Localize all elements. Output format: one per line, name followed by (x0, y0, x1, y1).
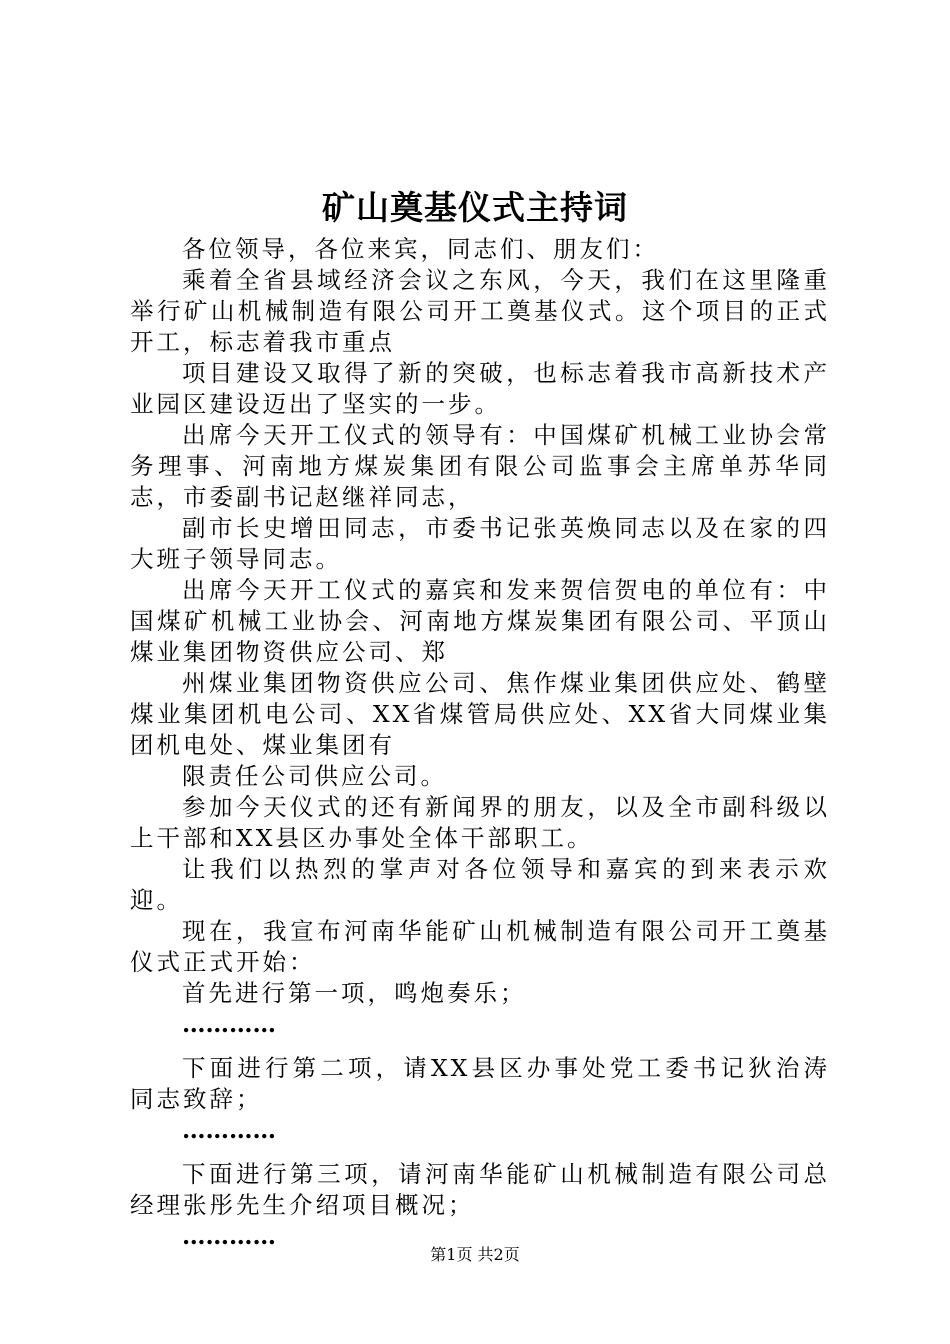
ellipsis-3: ………… (182, 1222, 276, 1250)
ellipsis-1: ………… (182, 1010, 276, 1038)
paragraph-welcome: 让我们以热烈的掌声对各位领导和嘉宾的到来表示欢迎。 (130, 855, 830, 914)
paragraph-attendees: 参加今天仪式的还有新闻界的朋友，以及全市副科级以上干部和XX县区办事处全体干部职工。 (130, 793, 830, 852)
paragraph-leaders: 出席今天开工仪式的领导有：中国煤矿机械工业协会常务理事、河南地方煤炭集团有限公司监事会主席单苏华同志，市委副书记赵继祥同志， (130, 421, 830, 511)
paragraph-guests-end: 限责任公司供应公司。 (182, 762, 447, 790)
paragraph-greeting: 各位领导，各位来宾，同志们、朋友们： (182, 235, 659, 263)
paragraph-leaders-cont: 副市长史增田同志，市委书记张英焕同志以及在家的四大班子领导同志。 (130, 514, 830, 573)
paragraph-item-3: 下面进行第三项，请河南华能矿山机械制造有限公司总经理张彤先生介绍项目概况； (130, 1160, 830, 1219)
document-title: 矿山奠基仪式主持词 (322, 188, 628, 227)
paragraph-announce: 现在，我宣布河南华能矿山机械制造有限公司开工奠基仪式正式开始： (130, 917, 830, 976)
page-footer: 第1页 共2页 (430, 1245, 520, 1264)
ellipsis-2: ………… (182, 1116, 276, 1144)
document-body (130, 234, 830, 1265)
paragraph-item-2: 下面进行第二项，请XX县区办事处党工委书记狄治涛同志致辞； (130, 1054, 830, 1113)
paragraph-item-1: 首先进行第一项，鸣炮奏乐； (182, 979, 527, 1007)
paragraph-breakthrough: 项目建设又取得了新的突破，也标志着我市高新技术产业园区建设迈出了坚实的一步。 (130, 359, 830, 418)
paragraph-guests: 出席今天开工仪式的嘉宾和发来贺信贺电的单位有：中国煤矿机械工业协会、河南地方煤炭集团有限公司、平顶山煤业集团物资供应公司、郑 (130, 576, 830, 666)
paragraph-guests-cont: 州煤业集团物资供应公司、焦作煤业集团供应处、鹤壁煤业集团机电公司、XX省煤管局供应处、XX省大同煤业集团机电处、煤业集团有 (130, 669, 830, 759)
paragraph-opening: 乘着全省县域经济会议之东风，今天，我们在这里隆重举行矿山机械制造有限公司开工奠基仪式。这个项目的正式开工，标志着我市重点 (130, 266, 830, 356)
